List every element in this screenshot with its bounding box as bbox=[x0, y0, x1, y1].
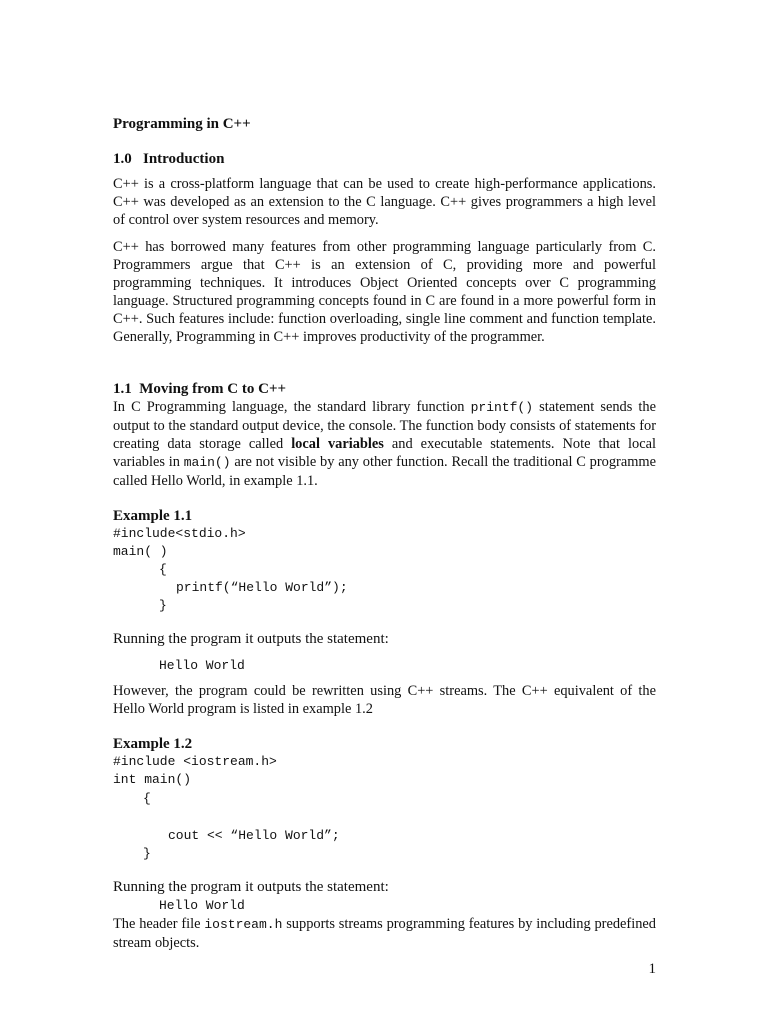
paragraph-text: The header file bbox=[113, 916, 201, 932]
running-output-text-2: Running the program it outputs the statement: bbox=[113, 879, 389, 895]
program-output: Hello World bbox=[159, 658, 245, 673]
program-output: Hello World bbox=[159, 898, 245, 913]
section-number: 1.0 bbox=[113, 151, 132, 167]
code-line: { bbox=[159, 562, 167, 577]
paragraph-text: supports streams programming features by including predefined stream objects. bbox=[113, 916, 656, 951]
rewrite-paragraph: However, the program could be rewritten using C++ streams. The C++ equivalent of the Hello World program is listed in example 1.2 bbox=[113, 683, 656, 717]
code-line: main( ) bbox=[113, 544, 168, 559]
code-line: #include <iostream.h> bbox=[113, 754, 277, 769]
code-line: } bbox=[143, 846, 151, 861]
section-heading-introduction bbox=[113, 150, 224, 168]
page-number: 1 bbox=[648, 961, 656, 977]
document-page bbox=[113, 0, 656, 1024]
paragraph-text: are not visible by any other function. Recall the traditional C programme called Hello World, in example 1.1. bbox=[113, 454, 656, 489]
inline-code-printf: printf() bbox=[470, 400, 534, 415]
code-line: cout << “Hello World”; bbox=[168, 828, 340, 843]
code-line: printf(“Hello World”); bbox=[176, 580, 348, 595]
bold-term-local-variables: local variables bbox=[291, 436, 384, 452]
section-title: Moving from C to C++ bbox=[139, 381, 287, 397]
moving-from-c-paragraph bbox=[113, 398, 656, 490]
code-line: int main() bbox=[113, 772, 192, 787]
intro-paragraph-1: C++ is a cross-platform language that can be used to create high-performance applications. C++ was developed as an extension to the C language. C++ gives programmers a high level of control over system resources and memory. bbox=[113, 176, 656, 228]
code-line: #include<stdio.h> bbox=[113, 526, 246, 541]
intro-paragraph-2: C++ has borrowed many features from other programming language particularly from C. Programmers argue that C++ is an extension of C, providing more and powerful programming techniques. It introduces Object Oriented concepts over C programming language. Structured programming concepts found in C are found in a more powerful form in C++. Such features include: function overloading, single line comment and function template. Generally, Programming in C++ improves productivity of the programmer. bbox=[113, 239, 656, 345]
paragraph-text: and executable statements. Note that local variables in bbox=[113, 436, 657, 470]
document-title: Programming in C++ bbox=[113, 116, 251, 132]
code-line: { bbox=[143, 791, 151, 806]
code-line: } bbox=[159, 598, 167, 613]
paragraph-text: In C Programming language, the standard library function bbox=[113, 399, 465, 415]
example-label: Example 1.2 bbox=[113, 736, 193, 752]
paragraph-text: statement sends the output to the standard output device, the console. The function body consists of statements for creating data storage called bbox=[113, 399, 656, 452]
example-label: Example 1.1 bbox=[113, 508, 193, 524]
section-heading-moving-from-c bbox=[113, 380, 286, 398]
section-number: 1.1 bbox=[113, 381, 132, 397]
running-output-text-1: Running the program it outputs the statement: bbox=[113, 631, 389, 647]
section-title: Introduction bbox=[143, 151, 225, 167]
inline-code-iostream: iostream.h bbox=[204, 917, 283, 932]
inline-code-main: main() bbox=[183, 455, 231, 470]
header-file-paragraph bbox=[113, 915, 656, 952]
